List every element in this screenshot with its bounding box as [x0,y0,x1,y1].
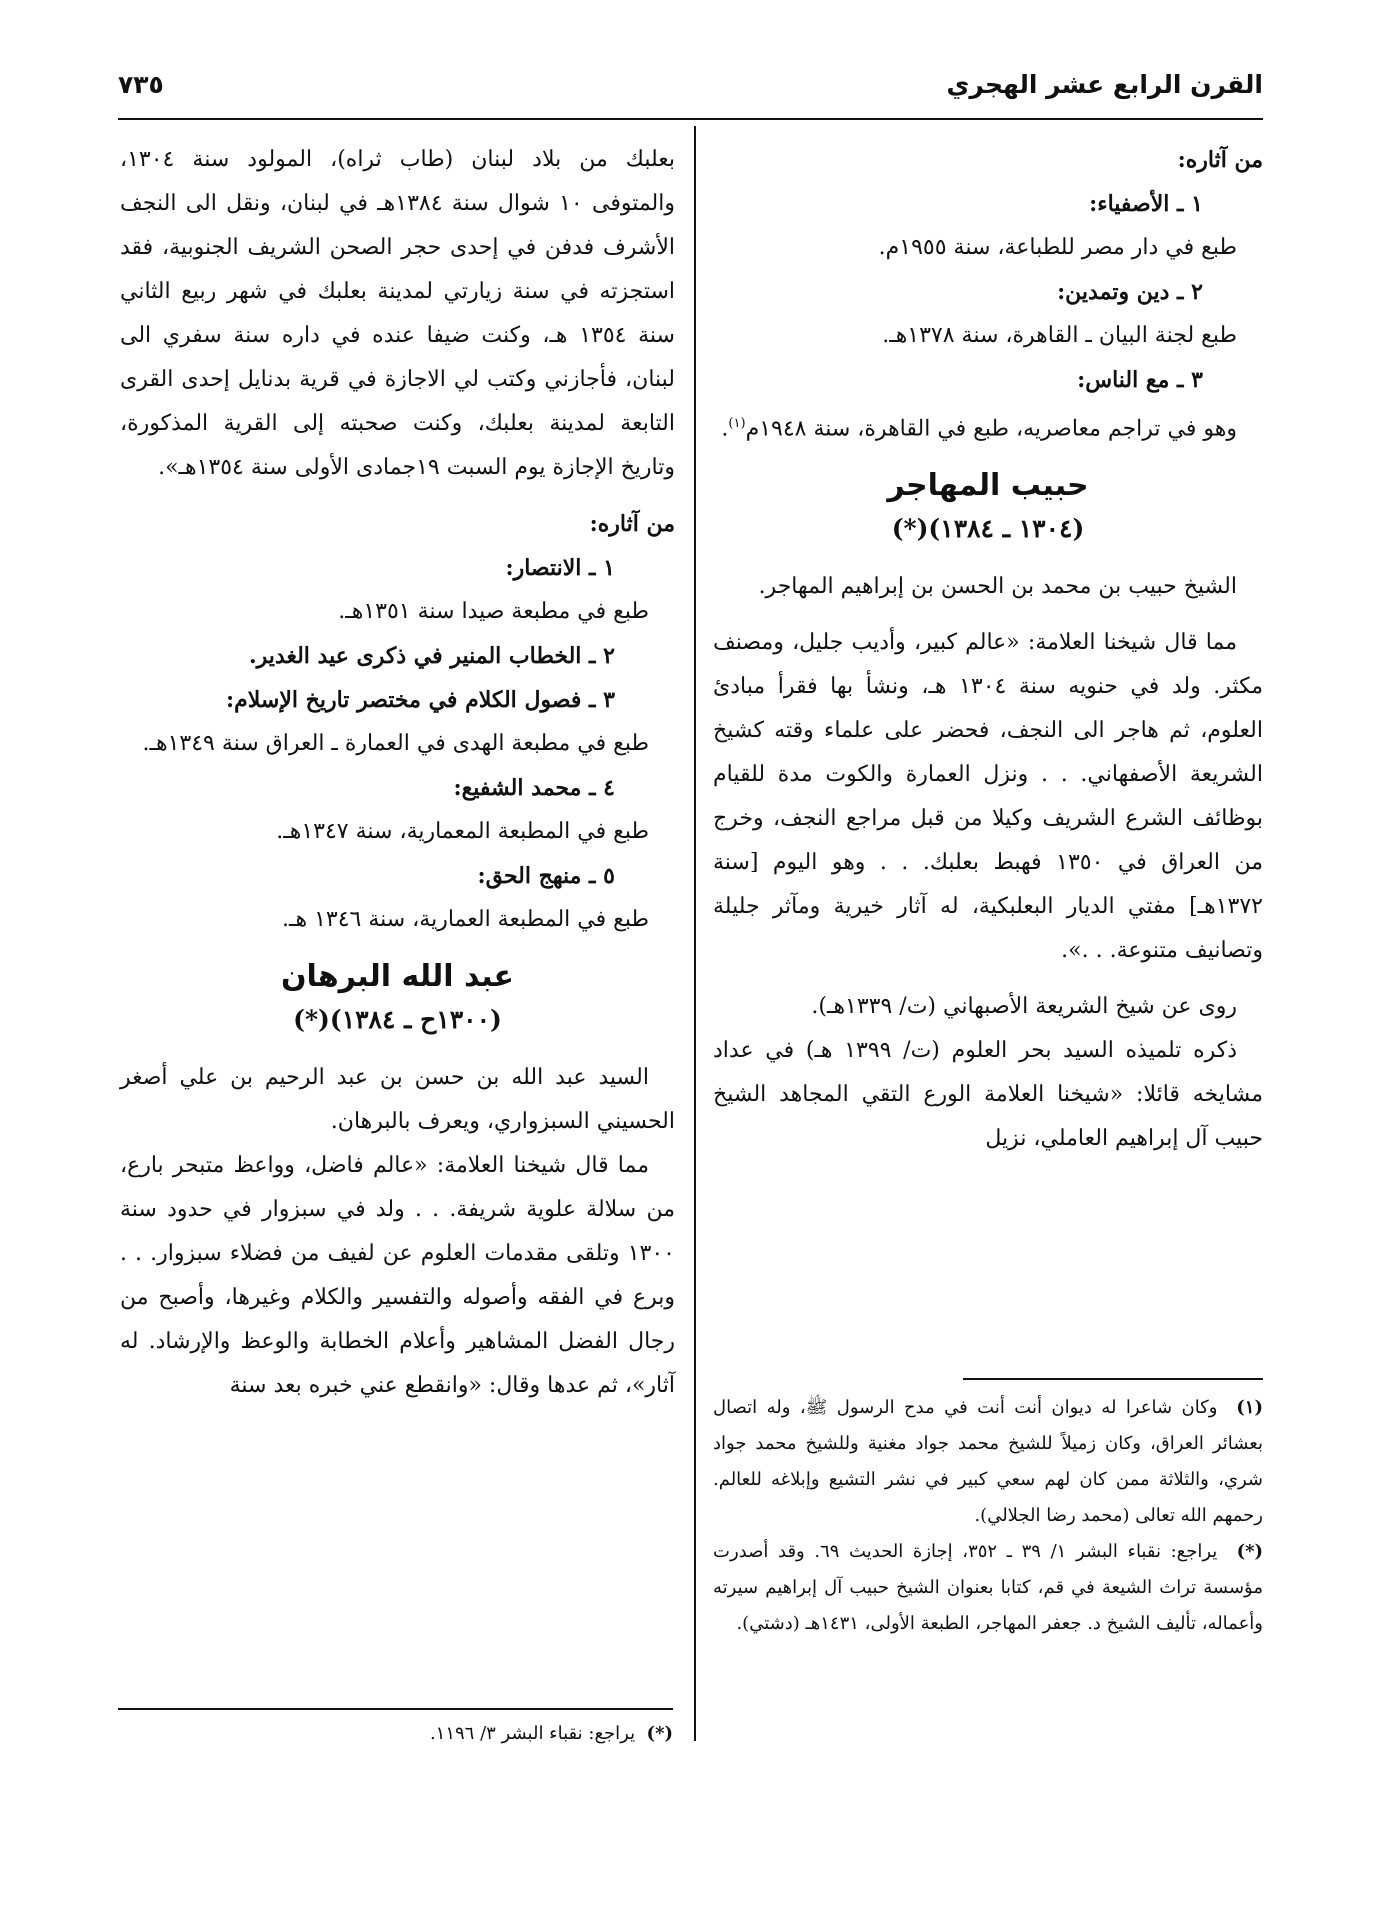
work-title: ٣ ـ فصول الكلام في مختصر تاريخ الإسلام: [226,687,615,713]
work-title: ١ ـ الأصفياء: [1089,191,1203,217]
work-note: طبع في دار مصر للطباعة، سنة ١٩٥٥م. [878,235,1237,260]
entry-intro: الشيخ حبيب بن محمد بن الحسن بن إبراهيم المهاجر. [758,574,1237,600]
work-note: طبع في المطبعة المعمارية، سنة ١٣٤٧هـ. [276,819,649,844]
entry-bio: مما قال شيخنا العلامة: «عالم فاضل، وواعظ متبحر بارع، من سلالة علوية شريفة. . . ولد في سبزوار في حدود سنة ١٣٠٠ وتلقى مقدمات العلوم عن لفيف من فضلاء سبزوار. . . وبرع في الفقه وأصوله والتفسير والكلام وغيرها، وأصبح من رجال الفضل المشاهير وأعلام الخطابة والوعظ والإرشاد. له آثار»، ثم عدها وقال: «وانقطع عني خبره بعد سنة [120,1153,675,1398]
work-note: طبع في مطبعة الهدى في العمارة ـ العراق سنة ١٣٤٩هـ. [142,731,649,756]
header-rule [118,118,1263,120]
entry-intro: السيد عبد الله بن حسن بن عبد الرحيم بن علي أصغر الحسيني السبزواري، ويعرف بالبرهان. [120,1065,675,1134]
narration: روى عن شيخ الشريعة الأصبهاني (ت/ ١٣٣٩هـ). [811,994,1237,1020]
right-column [713,138,1263,1161]
student-mention: ذكره تلميذه السيد بحر العلوم (ت/ ١٣٩٩ هـ) في عداد مشايخه قائلا: «شيخنا العلامة الورع التقي المجاهد الشيخ حبيب آل إبراهيم العاملي، نزيل [713,1038,1263,1152]
works-label: من آثاره: [589,511,675,537]
work-title: ٥ ـ منهج الحق: [477,863,615,889]
work-note: طبع في مطبعة صيدا سنة ١٣٥١هـ. [338,599,649,624]
entry-bio: مما قال شيخنا العلامة: «عالم كبير، وأديب جليل، ومصنف مكثر. ولد في حنويه سنة ١٣٠٤ هـ، ونشأ بها فقرأ مبادئ العلوم، ثم هاجر الى النجف، فحضر على علماء وقته كشيخ الشريعة الأصفهاني. . . ونزل العمارة والكوت مدة للقيام بوظائف الشرع الشريف وكيلا من قبل مراجع النجف، وخرج من العراق في ١٣٥٠ فهبط بعلبك. . . وهو اليوم [سنة ١٣٧٢هـ] مفتي الديار البعلبكية، له آثار خيرية ومآثر جليلة وتصانيف متنوعة. . .». [713,630,1263,964]
work-title: ٢ ـ الخطاب المنير في ذكرى عيد الغدير. [248,643,615,669]
running-title: القرن الرابع عشر الهجري [946,70,1263,99]
footnotes [713,1390,1263,1642]
footnote: (١) وكان شاعرا له ديوان أنت أنت في مدح الرسول ﷺ، وله اتصال بعشائر العراق، وكان زميلاً للشيخ محمد جواد مغنية وللشيخ محمد جواد شري، والثلاثة ممن كان لهم سعي كبير في نشر التشيع وإبلاغه للعالم. رحمهم الله تعالى (محمد رضا الجلالي). [713,1397,1263,1526]
left-column [120,138,675,1408]
page-header [118,70,1263,118]
footnote-rule [963,1378,1263,1380]
work-title: ٤ ـ محمد الشفيع: [453,775,615,801]
work-title: ٢ ـ دين وتمدين: [1057,279,1203,305]
work-note: طبع في المطبعة العمارية، سنة ١٣٤٦ هـ. [282,907,649,932]
entry-dates: (١٣٠٤ ـ ١٣٨٤)(*) [891,514,1085,544]
work-note: وهو في تراجم معاصريه، طبع في القاهرة، سنة ١٩٤٨م$^{(١)}$. [721,416,1237,442]
works-label: من آثاره: [1177,147,1263,173]
footnotes [118,1716,673,1752]
continuation-text: بعلبك من بلاد لبنان (طاب ثراه)، المولود سنة ١٣٠٤، والمتوفى ١٠ شوال سنة ١٣٨٤هـ في لبنان، ونقل الى النجف الأشرف فدفن في إحدى حجر الصحن الشريف الجنوبية، فقد استجزته في سنة زيارتي لمدينة بعلبك في شهر ربيع الثاني سنة ١٣٥٤ هـ، وكنت ضيفا عنده في داره سنة سفري الى لبنان، فأجازني وكتب لي الاجازة في قرية بدنايل إحدى القرى التابعة لمدينة بعلبك، وكنت صحبته إلى القرية المذكورة، وتاريخ الإجازة يوم السبت ١٩جمادى الأولى سنة ١٣٥٤هـ». [120,147,675,480]
page-number: ٧٣٥ [118,70,164,99]
footnote: (*) يراجع: نقباء البشر ١/ ٣٩ ـ ٣٥٢، إجازة الحديث ٦٩. وقد أصدرت مؤسسة تراث الشيعة في قم، كتابا بعنوان الشيخ حبيب آل إبراهيم سيرته وأعماله، تأليف الشيخ د. جعفر المهاجر، الطبعة الأولى، ١٤٣١هـ (دشتي). [713,1541,1264,1634]
work-title: ٣ ـ مع الناس: [1077,367,1203,393]
work-title: ١ ـ الانتصار: [505,555,615,581]
footnote: (*) يراجع: نقباء البشر ٣/ ١١٩٦. [429,1723,673,1744]
entry-heading: حبيب المهاجر [887,468,1089,504]
work-note: طبع لجنة البيان ـ القاهرة، سنة ١٣٧٨هـ. [882,323,1237,348]
entry-heading: عبد الله البرهان [280,959,515,994]
entry-dates: (١٣٠٠ح ـ ١٣٨٤)(*) [293,1005,502,1034]
footnote-rule [118,1708,673,1710]
footnote-ref: (١) [728,416,746,431]
column-divider [694,126,696,1741]
